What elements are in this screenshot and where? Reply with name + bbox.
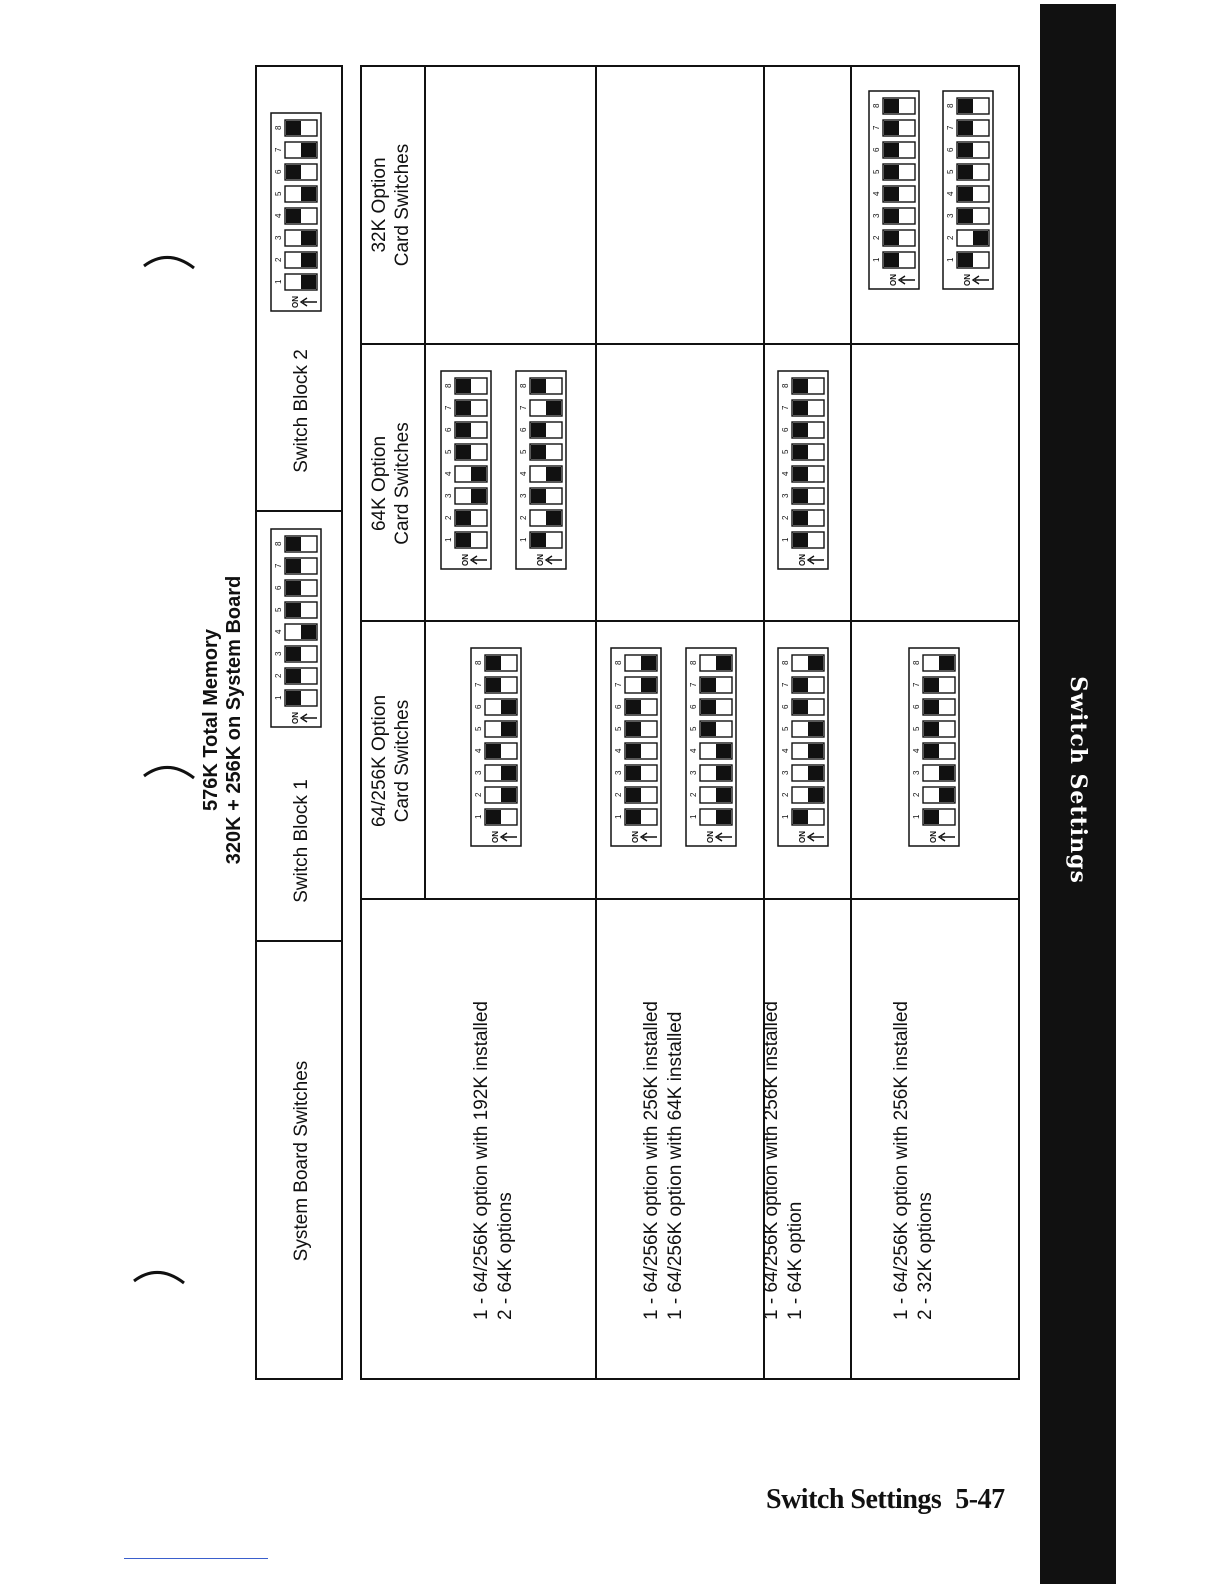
dip-switch-4-knob: [546, 467, 561, 481]
footer-page-number: 5-47: [955, 1484, 1005, 1515]
row-4-32k-2-graphic: [942, 90, 994, 290]
dip-switch-6-knob: [286, 165, 301, 179]
dip-switch-7-knob: [884, 121, 899, 135]
dip-switch-5-knob: [884, 165, 899, 179]
dip-position-label: 1: [474, 814, 483, 819]
row-3-64k-1-graphic: [777, 370, 829, 570]
dip-position-label: 8: [274, 541, 283, 546]
dip-position-label: 4: [274, 629, 283, 634]
dip-position-label: 7: [946, 125, 955, 130]
punch-hole-arc-bottom: [130, 1255, 190, 1295]
dip-switch-2-knob: [793, 511, 808, 525]
dip-switch-5-knob: [531, 445, 546, 459]
dip-position-label: 3: [274, 651, 283, 656]
dip-switch-1-knob: [456, 533, 471, 547]
dip-position-label: 2: [474, 792, 483, 797]
dip-position-label: 2: [781, 792, 790, 797]
dip-position-label: 7: [474, 682, 483, 687]
dip-switch-4-knob: [958, 187, 973, 201]
row-4-description: 1 - 64/256K option with 256K installed 2 - 32K options: [891, 1001, 936, 1320]
dip-position-label: 5: [614, 726, 623, 731]
dip-position-label: 6: [946, 147, 955, 152]
dip-switch-8-knob: [884, 99, 899, 113]
dip-position-label: 8: [444, 383, 453, 388]
dip-on-label: ON: [291, 712, 300, 724]
row-1-64k-2-graphic: [515, 370, 567, 570]
header-32k-option: 32K Option Card Switches: [369, 143, 413, 267]
thumb-tab-label: Switch Settings: [1065, 676, 1091, 884]
dip-switch-7-knob: [301, 143, 316, 157]
row-4-32k-dip-1: [868, 90, 925, 290]
dip-switch-8-knob: [939, 656, 954, 670]
dip-on-label: ON: [798, 554, 807, 566]
dip-switch-8-knob: [286, 537, 301, 551]
dip-position-label: 1: [781, 814, 790, 819]
dip-position-label: 3: [912, 770, 921, 775]
dip-switch-1-knob: [286, 691, 301, 705]
dip-switch-3-knob: [531, 489, 546, 503]
dip-position-label: 7: [872, 125, 881, 130]
dip-switch-8-knob: [958, 99, 973, 113]
dip-position-label: 1: [274, 695, 283, 700]
dip-position-label: 4: [912, 748, 921, 753]
dip-position-label: 4: [614, 748, 623, 753]
dip-switch-4-knob: [808, 744, 823, 758]
dip-switch-2-knob: [456, 511, 471, 525]
dip-switch-5-knob: [701, 722, 716, 736]
dip-switch-2-knob: [286, 669, 301, 683]
dip-position-label: 7: [444, 405, 453, 410]
switch-settings-table-region: [200, 60, 1030, 1380]
dip-switch-6-knob: [793, 423, 808, 437]
row-3-description: 1 - 64/256K option with 256K installed 1 - 64K option: [761, 1001, 806, 1320]
dip-position-label: 3: [614, 770, 623, 775]
dip-switch-6-knob: [958, 143, 973, 157]
dip-position-label: 5: [444, 449, 453, 454]
dip-position-label: 4: [872, 191, 881, 196]
dip-position-label: 1: [689, 814, 698, 819]
row-1-64k-dip-2: [515, 370, 572, 570]
dip-position-label: 2: [444, 515, 453, 520]
dip-switch-6-knob: [286, 581, 301, 595]
dip-position-label: 2: [519, 515, 528, 520]
dip-position-label: 8: [614, 660, 623, 665]
dip-switch-2-knob: [501, 788, 516, 802]
dip-position-label: 3: [689, 770, 698, 775]
dip-position-label: 4: [689, 748, 698, 753]
dip-position-label: 3: [781, 770, 790, 775]
dip-switch-4-knob: [301, 625, 316, 639]
dip-switch-3-knob: [501, 766, 516, 780]
dip-switch-8-knob: [456, 379, 471, 393]
dip-switch-1-knob: [626, 810, 641, 824]
dip-position-label: 4: [781, 471, 790, 476]
dip-position-label: 5: [474, 726, 483, 731]
dip-switch-3-knob: [808, 766, 823, 780]
dip-position-label: 6: [444, 427, 453, 432]
dip-position-label: 8: [872, 103, 881, 108]
dip-on-label: ON: [889, 274, 898, 286]
dip-position-label: 6: [872, 147, 881, 152]
switch-block-1-graphic: [270, 528, 322, 728]
dip-switch-8-knob: [531, 379, 546, 393]
header-switch-block-1: Switch Block 1: [291, 779, 312, 903]
dip-switch-8-knob: [641, 656, 656, 670]
dip-position-label: 5: [689, 726, 698, 731]
dip-position-label: 8: [781, 383, 790, 388]
row-4-32k-1-graphic: [868, 90, 920, 290]
dip-position-label: 3: [519, 493, 528, 498]
dip-position-label: 4: [474, 748, 483, 753]
row-2-description: 1 - 64/256K option with 256K installed 1 - 64/256K option with 64K installed: [641, 1001, 686, 1320]
dip-switch-6-knob: [884, 143, 899, 157]
header-system-board-switches: System Board Switches: [291, 1060, 312, 1262]
dip-switch-3-knob: [626, 766, 641, 780]
dip-switch-2-knob: [626, 788, 641, 802]
dip-position-label: 1: [444, 537, 453, 542]
dip-switch-3-knob: [884, 209, 899, 223]
dip-switch-5-knob: [808, 722, 823, 736]
dip-switch-8-knob: [486, 656, 501, 670]
dip-position-label: 7: [519, 405, 528, 410]
dip-switch-5-knob: [301, 187, 316, 201]
row-2-64-256k-2-graphic: [685, 647, 737, 847]
dip-position-label: 1: [872, 257, 881, 262]
dip-switch-4-knob: [924, 744, 939, 758]
dip-position-label: 2: [614, 792, 623, 797]
dip-position-label: 2: [274, 257, 283, 262]
dip-switch-3-knob: [793, 489, 808, 503]
footer-rule: [124, 1558, 268, 1559]
dip-position-label: 5: [781, 449, 790, 454]
dip-position-label: 3: [474, 770, 483, 775]
dip-position-label: 6: [912, 704, 921, 709]
dip-switch-7-knob: [546, 401, 561, 415]
dip-switch-4-knob: [793, 467, 808, 481]
dip-position-label: 6: [614, 704, 623, 709]
dip-switch-7-knob: [701, 678, 716, 692]
row-1-description: 1 - 64/256K option with 192K installed 2 - 64K options: [471, 1001, 516, 1320]
dip-on-label: ON: [491, 831, 500, 843]
dip-switch-2-knob: [939, 788, 954, 802]
dip-position-label: 8: [519, 383, 528, 388]
dip-position-label: 6: [519, 427, 528, 432]
dip-position-label: 7: [912, 682, 921, 687]
dip-switch-6-knob: [531, 423, 546, 437]
page-title-line1: 576K Total Memory: [200, 629, 222, 811]
dip-position-label: 5: [912, 726, 921, 731]
punch-hole-arc-top: [140, 240, 200, 280]
dip-switch-7-knob: [486, 678, 501, 692]
dip-switch-1-knob: [486, 810, 501, 824]
dip-switch-3-knob: [939, 766, 954, 780]
dip-on-label: ON: [631, 831, 640, 843]
dip-position-label: 3: [274, 235, 283, 240]
dip-switch-1-knob: [531, 533, 546, 547]
dip-switch-3-knob: [286, 647, 301, 661]
dip-position-label: 7: [781, 682, 790, 687]
dip-switch-6-knob: [501, 700, 516, 714]
dip-position-label: 2: [781, 515, 790, 520]
dip-on-label: ON: [461, 554, 470, 566]
dip-switch-8-knob: [716, 656, 731, 670]
dip-switch-8-knob: [286, 121, 301, 135]
dip-position-label: 2: [274, 673, 283, 678]
dip-switch-8-knob: [793, 379, 808, 393]
dip-switch-1-knob: [793, 810, 808, 824]
row-4-64-256k-1-graphic: [908, 647, 960, 847]
dip-switch-2-knob: [808, 788, 823, 802]
dip-position-label: 6: [274, 585, 283, 590]
switch-block-1-dip: [270, 528, 327, 728]
dip-switch-4-knob: [471, 467, 486, 481]
header-switch-block-2: Switch Block 2: [291, 349, 312, 473]
dip-switch-5-knob: [456, 445, 471, 459]
dip-position-label: 8: [474, 660, 483, 665]
dip-position-label: 5: [519, 449, 528, 454]
row-3-64-256k-1-graphic: [777, 647, 829, 847]
dip-position-label: 5: [946, 169, 955, 174]
dip-position-label: 5: [781, 726, 790, 731]
dip-position-label: 1: [946, 257, 955, 262]
dip-switch-7-knob: [793, 678, 808, 692]
dip-switch-6-knob: [924, 700, 939, 714]
dip-switch-5-knob: [924, 722, 939, 736]
dip-switch-7-knob: [924, 678, 939, 692]
dip-position-label: 7: [689, 682, 698, 687]
dip-switch-4-knob: [884, 187, 899, 201]
dip-on-label: ON: [706, 831, 715, 843]
row-2-64-256k-dip-1: [610, 647, 667, 847]
row-1-64k-dip-1: [440, 370, 497, 570]
dip-position-label: 5: [872, 169, 881, 174]
dip-position-label: 2: [689, 792, 698, 797]
dip-position-label: 4: [519, 471, 528, 476]
dip-position-label: 5: [274, 191, 283, 196]
dip-on-label: ON: [291, 296, 300, 308]
dip-position-label: 3: [781, 493, 790, 498]
dip-position-label: 1: [519, 537, 528, 542]
dip-position-label: 3: [872, 213, 881, 218]
dip-switch-4-knob: [626, 744, 641, 758]
dip-switch-6-knob: [701, 700, 716, 714]
row-2-64-256k-1-graphic: [610, 647, 662, 847]
dip-switch-4-knob: [286, 209, 301, 223]
dip-switch-5-knob: [958, 165, 973, 179]
dip-switch-1-knob: [716, 810, 731, 824]
dip-position-label: 7: [274, 563, 283, 568]
dip-position-label: 3: [946, 213, 955, 218]
dip-position-label: 8: [946, 103, 955, 108]
dip-position-label: 6: [474, 704, 483, 709]
dip-switch-7-knob: [286, 559, 301, 573]
dip-switch-1-knob: [301, 275, 316, 289]
dip-position-label: 8: [781, 660, 790, 665]
dip-switch-1-knob: [958, 253, 973, 267]
dip-position-label: 6: [781, 427, 790, 432]
dip-position-label: 4: [444, 471, 453, 476]
dip-switch-3-knob: [471, 489, 486, 503]
row-4-64-256k-dip: [908, 647, 965, 847]
row-1-64k-1-graphic: [440, 370, 492, 570]
dip-switch-2-knob: [716, 788, 731, 802]
dip-position-label: 1: [274, 279, 283, 284]
dip-on-label: ON: [929, 831, 938, 843]
dip-position-label: 3: [444, 493, 453, 498]
dip-switch-7-knob: [456, 401, 471, 415]
dip-switch-7-knob: [958, 121, 973, 135]
footer-title: Switch Settings: [766, 1484, 942, 1515]
page-footer: [766, 1484, 1005, 1516]
dip-position-label: 8: [689, 660, 698, 665]
dip-position-label: 6: [274, 169, 283, 174]
dip-position-label: 5: [274, 607, 283, 612]
row-3-64-256k-dip: [777, 647, 834, 847]
switch-block-2-graphic: [270, 112, 322, 312]
dip-switch-3-knob: [301, 231, 316, 245]
dip-position-label: 1: [912, 814, 921, 819]
dip-switch-6-knob: [456, 423, 471, 437]
dip-switch-2-knob: [546, 511, 561, 525]
dip-position-label: 7: [614, 682, 623, 687]
dip-on-label: ON: [798, 831, 807, 843]
dip-switch-5-knob: [793, 445, 808, 459]
dip-switch-3-knob: [716, 766, 731, 780]
dip-position-label: 4: [781, 748, 790, 753]
dip-position-label: 2: [946, 235, 955, 240]
dip-switch-4-knob: [716, 744, 731, 758]
dip-switch-1-knob: [793, 533, 808, 547]
dip-switch-4-knob: [486, 744, 501, 758]
page-title-line2: 320K + 256K on System Board: [223, 575, 245, 865]
dip-position-label: 7: [781, 405, 790, 410]
dip-switch-2-knob: [884, 231, 899, 245]
row-4-32k-dip-2: [942, 90, 999, 290]
header-64-256k-option: 64/256K Option Card Switches: [369, 694, 413, 828]
dip-switch-3-knob: [958, 209, 973, 223]
dip-switch-7-knob: [641, 678, 656, 692]
switch-block-2-dip: [270, 112, 327, 312]
punch-hole-arc-middle: [140, 750, 200, 790]
dip-position-label: 7: [274, 147, 283, 152]
dip-switch-5-knob: [286, 603, 301, 617]
dip-position-label: 6: [781, 704, 790, 709]
dip-position-label: 8: [912, 660, 921, 665]
dip-position-label: 4: [946, 191, 955, 196]
row-1-64-256k-dip: [470, 647, 527, 847]
dip-switch-2-knob: [301, 253, 316, 267]
dip-switch-7-knob: [793, 401, 808, 415]
dip-switch-6-knob: [626, 700, 641, 714]
dip-switch-1-knob: [924, 810, 939, 824]
row-2-64-256k-dip-2: [685, 647, 742, 847]
dip-position-label: 4: [274, 213, 283, 218]
dip-switch-5-knob: [626, 722, 641, 736]
dip-position-label: 2: [912, 792, 921, 797]
dip-switch-1-knob: [884, 253, 899, 267]
dip-position-label: 1: [781, 537, 790, 542]
dip-switch-5-knob: [501, 722, 516, 736]
dip-on-label: ON: [963, 274, 972, 286]
dip-position-label: 1: [614, 814, 623, 819]
dip-position-label: 2: [872, 235, 881, 240]
dip-switch-6-knob: [793, 700, 808, 714]
dip-position-label: 6: [689, 704, 698, 709]
dip-switch-8-knob: [808, 656, 823, 670]
dip-position-label: 8: [274, 125, 283, 130]
header-64k-option: 64K Option Card Switches: [369, 422, 413, 545]
dip-switch-2-knob: [973, 231, 988, 245]
dip-on-label: ON: [536, 554, 545, 566]
row-3-64k-dip: [777, 370, 834, 570]
row-1-64-256k-1-graphic: [470, 647, 522, 847]
